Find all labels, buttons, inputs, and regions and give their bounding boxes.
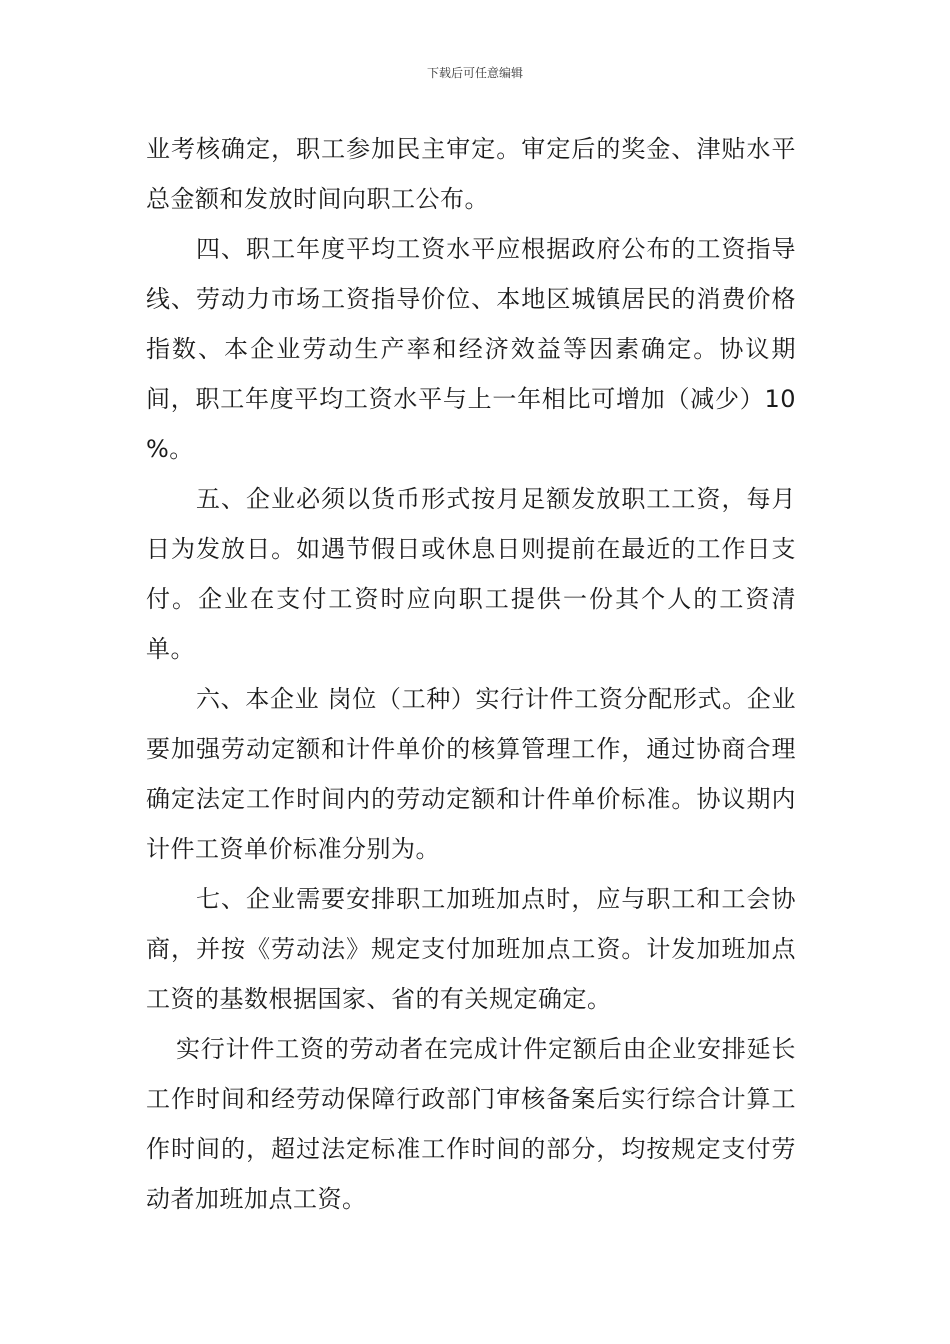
paragraph-article-6: 六、本企业 岗位（工种）实行计件工资分配形式。企业要加强劳动定额和计件单价的核算管理工作，通过协商合理确定法定工作时间内的劳动定额和计件单价标准。协议期内计件工资单价标准分别为。 — [146, 685, 796, 863]
document-body — [146, 124, 796, 1224]
paragraph-piecework-overtime: 实行计件工资的劳动者在完成计件定额后由企业安排延长工作时间和经劳动保障行政部门审核备案后实行综合计算工作时间的，超过法定标准工作时间的部分，均按规定支付劳动者加班加点工资。 — [146, 1035, 796, 1213]
paragraph-article-7: 七、企业需要安排职工加班加点时，应与职工和工会协商，并按《劳动法》规定支付加班加点工资。计发加班加点工资的基数根据国家、省的有关规定确定。 — [146, 885, 796, 1013]
paragraph-continuation: 业考核确定，职工参加民主审定。审定后的奖金、津贴水平总金额和发放时间向职工公布。 — [146, 135, 796, 213]
paragraph-article-4: 四、职工年度平均工资水平应根据政府公布的工资指导线、劳动力市场工资指导价位、本地区城镇居民的消费价格指数、本企业劳动生产率和经济效益等因素确定。协议期间，职工年度平均工资水平与上一年相比可增加（减少）10 %。 — [146, 235, 796, 463]
paragraph-article-5: 五、企业必须以货币形式按月足额发放职工工资，每月 日为发放日。如遇节假日或休息日则提前在最近的工作日支付。企业在支付工资时应向职工提供一份其个人的工资清单。 — [146, 485, 796, 663]
page-header-note: 下载后可任意编辑 — [426, 66, 523, 80]
